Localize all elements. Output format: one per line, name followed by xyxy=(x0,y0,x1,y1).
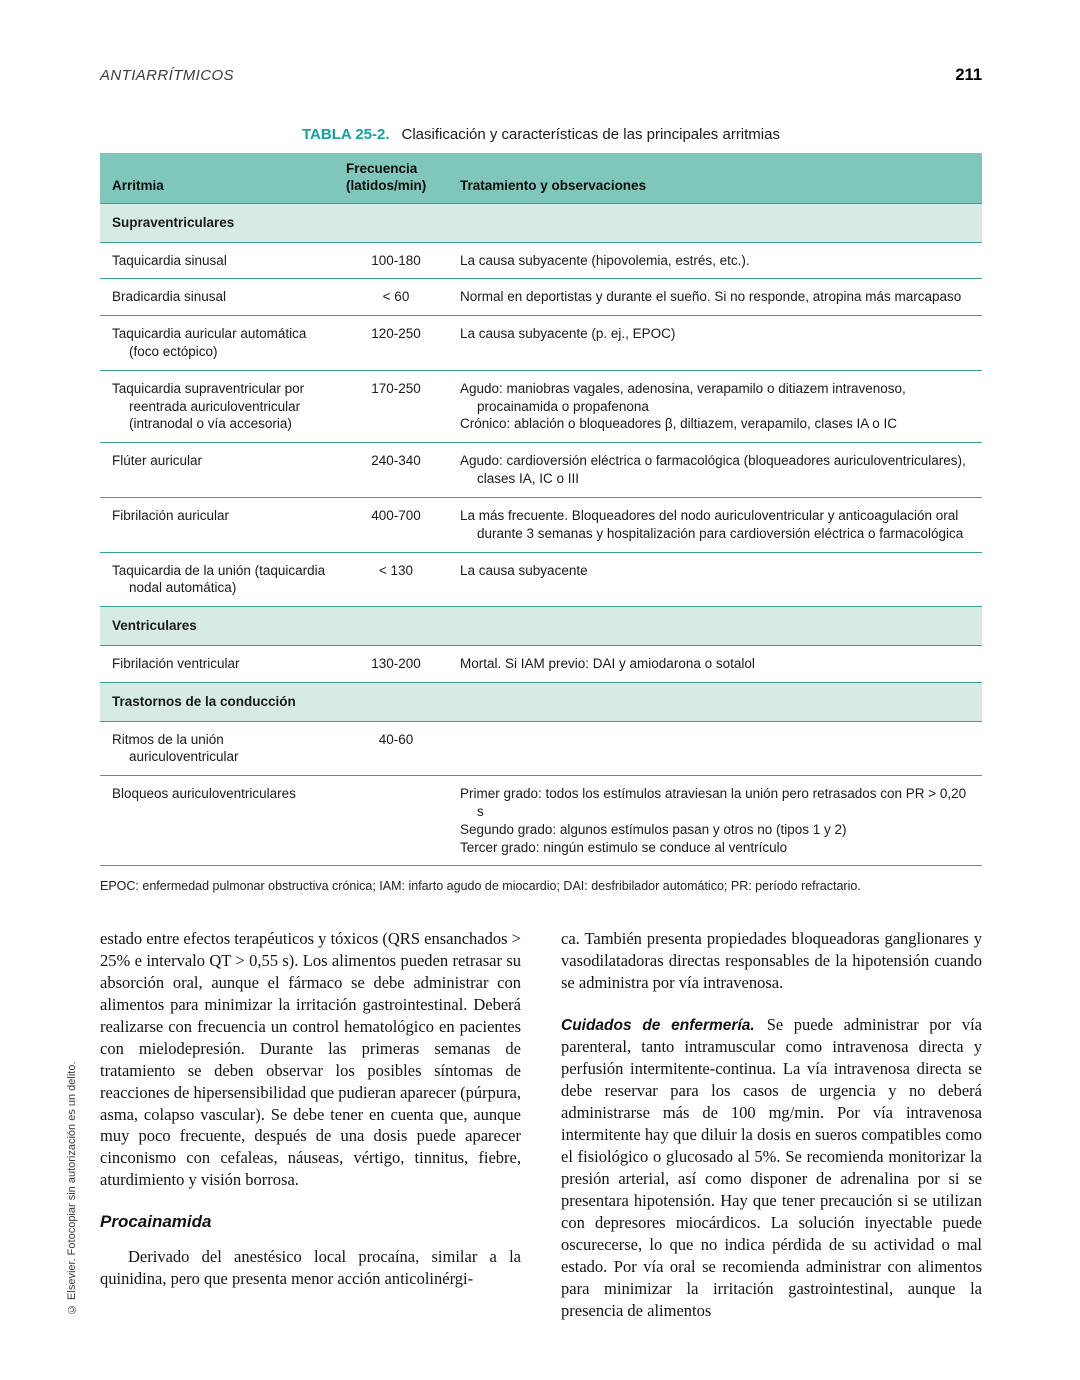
table-caption: Clasificación y características de las principales arritmias xyxy=(401,126,780,143)
frequency-value xyxy=(340,776,448,866)
table-row xyxy=(100,316,982,371)
section-title: Trastornos de la conducción xyxy=(100,682,340,721)
frequency-value: < 130 xyxy=(340,552,448,607)
nursing-heading: Cuidados de enfermería. xyxy=(561,1016,755,1034)
table-row xyxy=(100,370,982,442)
arrhythmia-name: Flúter auricular xyxy=(112,453,203,469)
copyright-sidebar: © Elsevier. Fotocopiar sin autorización es un delito. xyxy=(66,1061,78,1315)
treatment-text: Primer grado: todos los estímulos atraviesan la unión pero retrasados con PR > 0,20 s xyxy=(460,786,967,819)
arrhythmia-table xyxy=(100,153,982,866)
table-footnote: EPOC: enfermedad pulmonar obstructiva crónica; IAM: infarto agudo de miocardio; DAI: desfribilador automático; PR: período refractario. xyxy=(100,879,861,894)
running-head xyxy=(100,66,982,85)
treatment-text: La causa subyacente (p. ej., EPOC) xyxy=(460,326,676,342)
treatment-text: Segundo grado: algunos estímulos pasan y otros no (tipos 1 y 2) xyxy=(460,821,847,837)
arrhythmia-name: Taquicardia sinusal xyxy=(112,252,227,268)
table-label: TABLA 25-2. xyxy=(302,126,390,143)
table-row xyxy=(100,776,982,866)
table-row xyxy=(100,497,982,552)
page-number: 211 xyxy=(955,66,982,84)
treatment-text: Tercer grado: ningún estimulo se conduce al ventrículo xyxy=(460,839,788,855)
table-row xyxy=(100,645,982,682)
frequency-value: 130-200 xyxy=(340,645,448,682)
table-title xyxy=(100,126,982,143)
drug-heading: Procainamida xyxy=(100,1212,212,1232)
table-row xyxy=(100,721,982,776)
frequency-value: 100-180 xyxy=(340,242,448,279)
chapter-title: ANTIARRÍTMICOS xyxy=(100,67,234,84)
arrhythmia-name: Fibrilación ventricular xyxy=(112,655,240,671)
table-row xyxy=(100,552,982,607)
nursing-paragraph xyxy=(561,1014,982,1322)
treatment-text: Normal en deportistas y durante el sueño. Si no responde, atropina más marcapaso xyxy=(460,289,962,305)
table-row xyxy=(100,279,982,316)
right-column xyxy=(561,928,982,1322)
paragraph-text: Se puede administrar por vía parenteral, tanto intramuscular como intravenosa directa y perfusión intermitente-continua. La vía intravenosa directa se debe reservar para los casos de urgencia y no deberá administrarse más de 100 mg/min. Por vía intravenosa intermitente hay que diluir la dosis en sueros compatibles como el fisiológico o glucosado al 5%. Se recomienda monitorizar la presión arterial, así como disponer de adrenalina por si se presentara hipotensión. Hay que tener precaución si se utilizan con depresores miocárdicos. La solución inyectable puede oscurecerse, lo que no indica pérdida de su actividad o mal estado. Por vía oral se recomienda administrar con alimentos para minimizar la irritación gastrointestinal, aunque la presencia de alimentos xyxy=(561,1014,982,1320)
column-header-tratamiento: Tratamiento y observaciones xyxy=(448,153,982,203)
frequency-value: 170-250 xyxy=(340,370,448,442)
treatment-text: La más frecuente. Bloqueadores del nodo auriculoventricular y anticoagulación oral durante 3 semanas y hospitalización para cardioversión eléctrica o farmacológica xyxy=(460,507,964,541)
section-title: Ventriculares xyxy=(100,607,340,646)
table-row xyxy=(100,443,982,498)
arrhythmia-name: Fibrilación auricular xyxy=(112,507,230,523)
column-header-arritmia: Arritmia xyxy=(100,153,340,203)
arrhythmia-name: Bradicardia sinusal xyxy=(112,289,227,305)
paragraph: ca. También presenta propiedades bloqueadoras ganglionares y vasodilatadoras directas responsables de la hipotensión cuando se administra por vía intravenosa. xyxy=(561,929,982,992)
section-title: Supraventriculares xyxy=(100,203,340,242)
frequency-value: 40-60 xyxy=(340,721,448,776)
frequency-value: 120-250 xyxy=(340,316,448,371)
treatment-text: Agudo: maniobras vagales, adenosina, verapamilo o ditiazem intravenoso, procainamida o propafenona xyxy=(460,380,906,414)
treatment-text: Mortal. Si IAM previo: DAI y amiodarona o sotalol xyxy=(460,655,755,671)
paragraph: Derivado del anestésico local procaína, similar a la quinidina, pero que presenta menor acción anticolinérgi- xyxy=(100,1246,521,1288)
paragraph: estado entre efectos terapéuticos y tóxicos (QRS ensanchados > 25% e intervalo QT > 0,55 s). Los alimentos pueden retrasar su absorción oral, aunque el fármaco se debe administrar con alimentos para minimizar la irritación gastrointestinal. Deberá realizarse con frecuencia un control hematológico en pacientes con mielodepresión. Durante las primeras semanas de tratamiento se deben observar los posibles síntomas de reacciones de hipersensibilidad que pudieran aparecer (púrpura, asma, colapso vascular). Se debe tener en cuenta que, aunque muy poco frecuente, después de una dosis puede aparecer cinconismo con cefaleas, náuseas, vértigo, tinnitus, fiebre, aturdimiento y visión borrosa. xyxy=(100,929,522,1190)
table-section-row xyxy=(100,203,982,242)
treatment-text: Agudo: cardioversión eléctrica o farmacológica (bloqueadores auriculoventriculares), clases IA, IC o III xyxy=(460,453,966,487)
treatment-text: La causa subyacente xyxy=(460,562,588,578)
frequency-value: 400-700 xyxy=(340,497,448,552)
left-column xyxy=(100,928,521,1322)
frequency-value: 240-340 xyxy=(340,443,448,498)
arrhythmia-name: Taquicardia auricular automática (foco ectópico) xyxy=(112,326,307,359)
table-section-row xyxy=(100,607,982,646)
arrhythmia-name: Taquicardia de la unión (taquicardia nodal automática) xyxy=(112,562,326,596)
table-row xyxy=(100,242,982,279)
table-section-row xyxy=(100,682,982,721)
treatment-text: Crónico: ablación o bloqueadores β, diltiazem, verapamilo, clases IA o IC xyxy=(460,416,897,432)
table-header-row xyxy=(100,153,982,203)
column-header-frecuencia: Frecuencia (latidos/min) xyxy=(340,153,448,203)
body-text xyxy=(100,928,982,1322)
table-block xyxy=(100,126,982,895)
arrhythmia-name: Taquicardia supraventricular por reentrada auriculoventricular (intranodal o vía accesoria) xyxy=(112,380,305,432)
frequency-value: < 60 xyxy=(340,279,448,316)
arrhythmia-name: Bloqueos auriculoventriculares xyxy=(112,786,296,802)
arrhythmia-name: Ritmos de la unión auriculoventricular xyxy=(112,731,239,765)
treatment-text: La causa subyacente (hipovolemia, estrés, etc.). xyxy=(460,252,750,268)
